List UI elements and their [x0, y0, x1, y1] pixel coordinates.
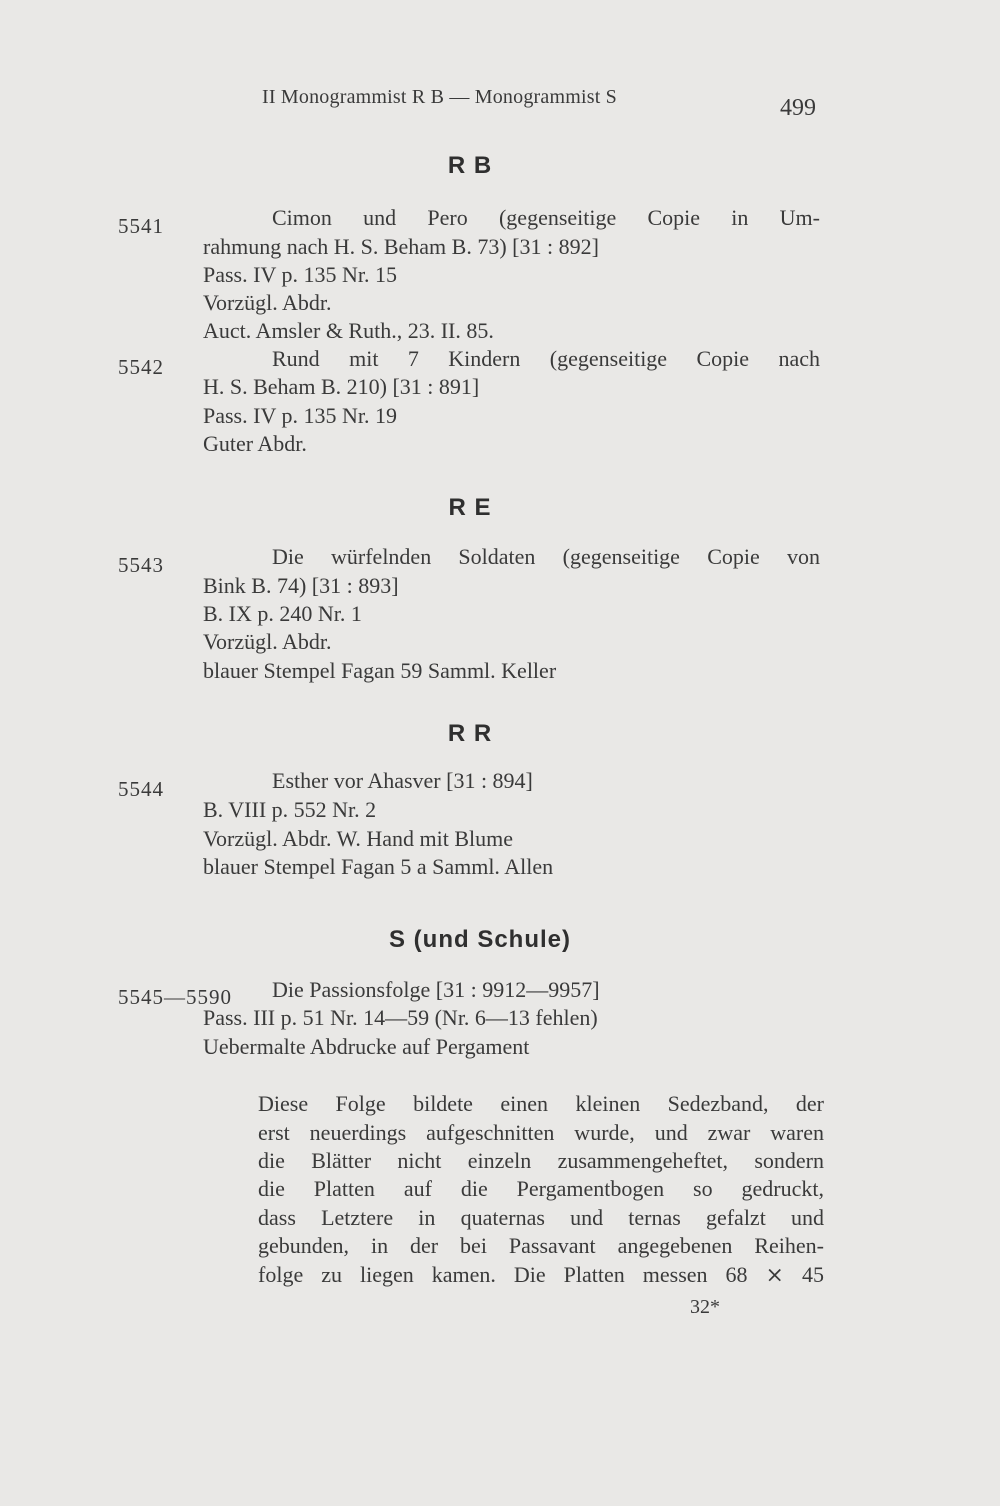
- running-title: II Monogrammist R B — Monogrammist S: [262, 86, 617, 108]
- entry-5542-line-3: Pass. IV p. 135 Nr. 19: [203, 403, 397, 428]
- entry-5541-line-2: rahmung nach H. S. Beham B. 73) [31 : 892]: [203, 234, 599, 259]
- section-heading-re: R E: [448, 494, 492, 521]
- entry-5541-line-1: Cimon und Pero (gegenseitige Copie in Um-: [272, 205, 820, 230]
- note-line-2: erst neuerdings aufgeschnitten wurde, und zwar waren: [258, 1120, 824, 1145]
- entry-number-5543: 5543: [118, 553, 164, 577]
- entry-5541-line-5: Auct. Amsler & Ruth., 23. II. 85.: [203, 318, 494, 343]
- entry-5545-line-2: Pass. III p. 51 Nr. 14—59 (Nr. 6—13 fehlen): [203, 1005, 598, 1030]
- entry-5541-line-4: Vorzügl. Abdr.: [203, 290, 332, 315]
- entry-number-5541: 5541: [118, 214, 164, 238]
- entry-5544-line-2: B. VIII p. 552 Nr. 2: [203, 797, 377, 822]
- entry-5544-line-1: Esther vor Ahasver [31 : 894]: [272, 768, 533, 793]
- section-heading-s: S (und Schule): [389, 926, 571, 953]
- page-number: 499: [780, 95, 816, 121]
- section-heading-rr: R R: [447, 720, 493, 747]
- entry-5543-line-1: Die würfelnden Soldaten (gegenseitige Copie von: [272, 544, 820, 569]
- entry-5544-line-3: Vorzügl. Abdr. W. Hand mit Blume: [203, 826, 514, 851]
- signature-mark: 32*: [690, 1296, 720, 1318]
- note-line-7: folge zu liegen kamen. Die Platten messen 68 ⨯ 45: [258, 1262, 824, 1287]
- entry-5541-line-3: Pass. IV p. 135 Nr. 15: [203, 262, 397, 287]
- entry-5543-line-4: Vorzügl. Abdr.: [203, 629, 332, 654]
- entry-5542-line-2: H. S. Beham B. 210) [31 : 891]: [203, 374, 480, 399]
- entry-number-5545: 5545—5590: [118, 985, 232, 1009]
- note-line-4: die Platten auf die Pergamentbogen so gedruckt,: [258, 1176, 824, 1201]
- entry-5543-line-3: B. IX p. 240 Nr. 1: [203, 601, 362, 626]
- note-line-1: Diese Folge bildete einen kleinen Sedezband, der: [258, 1091, 824, 1116]
- note-line-3: die Blätter nicht einzeln zusammengeheftet, sondern: [258, 1148, 824, 1173]
- entry-5543-line-2: Bink B. 74) [31 : 893]: [203, 573, 399, 598]
- entry-5542-line-1: Rund mit 7 Kindern (gegenseitige Copie nach: [272, 346, 820, 371]
- note-line-5: dass Letztere in quaternas und ternas gefalzt und: [258, 1205, 824, 1230]
- entry-5542-line-4: Guter Abdr.: [203, 431, 307, 456]
- section-heading-rb: R B: [447, 152, 493, 179]
- entry-5545-line-1: Die Passionsfolge [31 : 9912—9957]: [272, 977, 600, 1002]
- note-line-6: gebunden, in der bei Passavant angegebenen Reihen-: [258, 1233, 824, 1258]
- entry-number-5542: 5542: [118, 355, 164, 379]
- entry-number-5544: 5544: [118, 777, 164, 801]
- entry-5545-line-3: Uebermalte Abdrucke auf Pergament: [203, 1034, 530, 1059]
- entry-5543-line-5: blauer Stempel Fagan 59 Samml. Keller: [203, 658, 557, 683]
- entry-5544-line-4: blauer Stempel Fagan 5 a Samml. Allen: [203, 854, 554, 879]
